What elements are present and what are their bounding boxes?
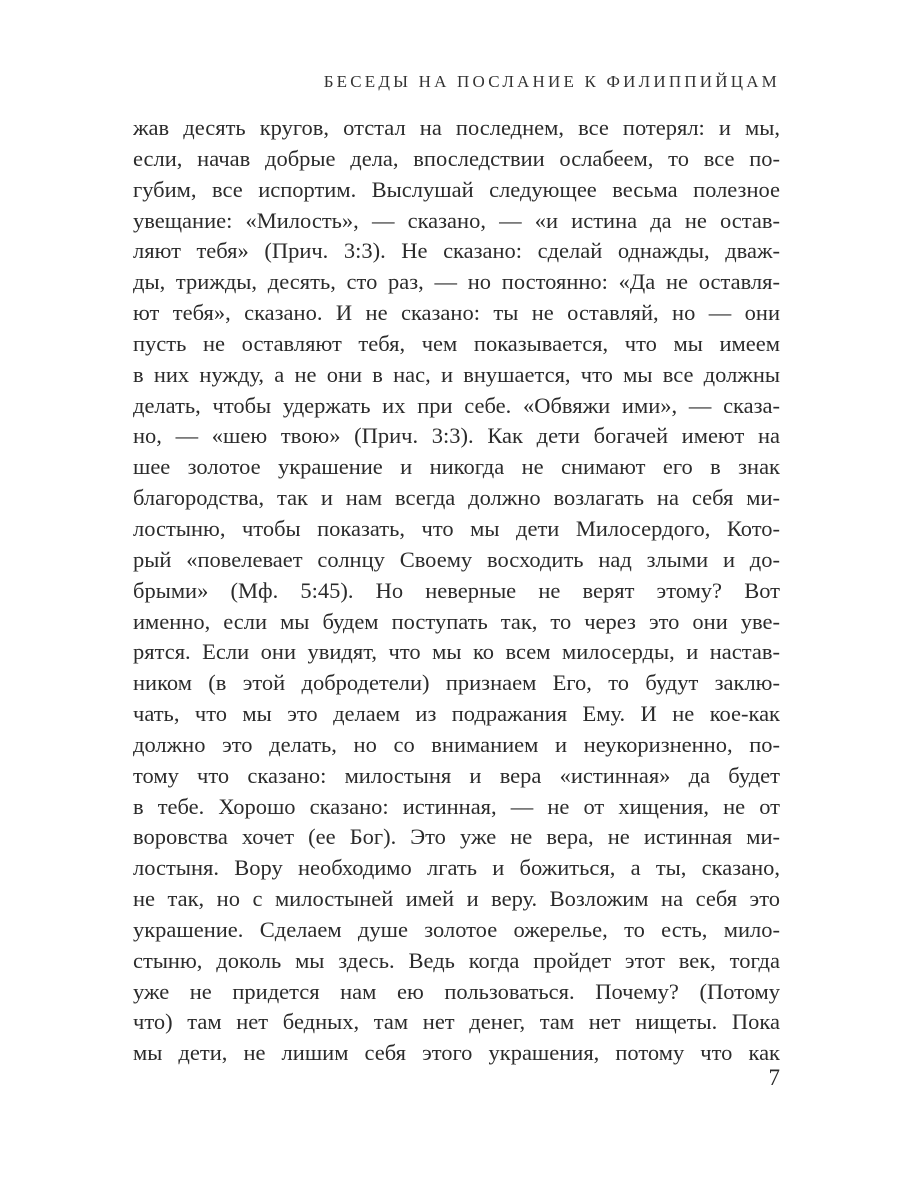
text-line: уже не придется нам ею пользоваться. Почему? (Потому — [133, 978, 780, 1004]
body-text — [133, 113, 780, 1069]
text-line: в тебе. Хорошо сказано: истинная, — не от хищения, не от — [133, 793, 780, 819]
text-line: ют тебя», сказано. И не сказано: ты не оставляй, но — они — [133, 300, 780, 326]
text-line: стыню, доколь мы здесь. Ведь когда пройдет этот век, тогда — [133, 947, 780, 973]
text-line: лостыню, чтобы показать, что мы дети Милосердого, Кото- — [133, 515, 780, 541]
text-line: воровства хочет (ее Бог). Это уже не вера, не истинная ми- — [133, 824, 780, 850]
text-line: что) там нет бедных, там нет денег, там нет нищеты. Пока — [133, 1009, 780, 1035]
page-number: 7 — [768, 1065, 780, 1090]
text-line: в них нужду, а не они в нас, и внушается, что мы все должны — [133, 361, 780, 387]
text-line: мы дети, не лишим себя этого украшения, потому что как — [133, 1040, 780, 1066]
text-line: должно это делать, но со вниманием и неукоризненно, по- — [133, 731, 780, 757]
text-line: чать, что мы это делаем из подражания Ему. И не кое-как — [133, 701, 780, 727]
text-line: украшение. Сделаем душе золотое ожерелье, то есть, мило- — [133, 916, 780, 942]
text-line: рый «повелевает солнцу Своему восходить над злыми и до- — [133, 546, 780, 572]
text-line: делать, чтобы удержать их при себе. «Обвяжи ими», — сказа- — [133, 392, 780, 418]
text-line: шее золотое украшение и никогда не снимают его в знак — [133, 454, 780, 480]
text-line: благородства, так и нам всегда должно возлагать на себя ми- — [133, 485, 780, 511]
text-line: жав десять кругов, отстал на последнем, все потерял: и мы, — [133, 115, 780, 140]
text-line: лостыня. Вору необходимо лгать и божиться, а ты, сказано, — [133, 855, 780, 881]
text-line: ляют тебя» (Прич. 3:3). Не сказано: сделай однажды, дваж- — [133, 238, 780, 264]
text-line: ды, трижды, десять, сто раз, — но постоянно: «Да не оставля- — [133, 269, 780, 295]
text-line: но, — «шею твою» (Прич. 3:3). Как дети богачей имеют на — [133, 423, 780, 449]
text-line: губим, все испортим. Выслушай следующее весьма полезное — [133, 176, 780, 202]
text-line: ником (в этой добродетели) признаем Его, то будут заклю- — [133, 670, 780, 696]
text-line: рятся. Если они увидят, что мы ко всем милосерды, и настав- — [133, 639, 780, 665]
text-line: тому что сказано: милостыня и вера «истинная» да будет — [133, 762, 780, 788]
text-line: пусть не оставляют тебя, чем показывается, что мы имеем — [133, 330, 780, 356]
running-head: БЕСЕДЫ НА ПОСЛАНИЕ К ФИЛИППИЙЦАМ — [323, 72, 780, 91]
text-line: не так, но с милостыней имей и веру. Возложим на себя это — [133, 886, 780, 912]
text-line: увещание: «Милость», — сказано, — «и истина да не остав- — [133, 207, 780, 233]
text-line: брыми» (Мф. 5:45). Но неверные не верят этому? Вот — [133, 577, 780, 603]
text-line: именно, если мы будем поступать так, то через это они уве- — [133, 608, 780, 634]
text-line: если, начав добрые дела, впоследствии ослабеем, то все по- — [133, 145, 780, 171]
